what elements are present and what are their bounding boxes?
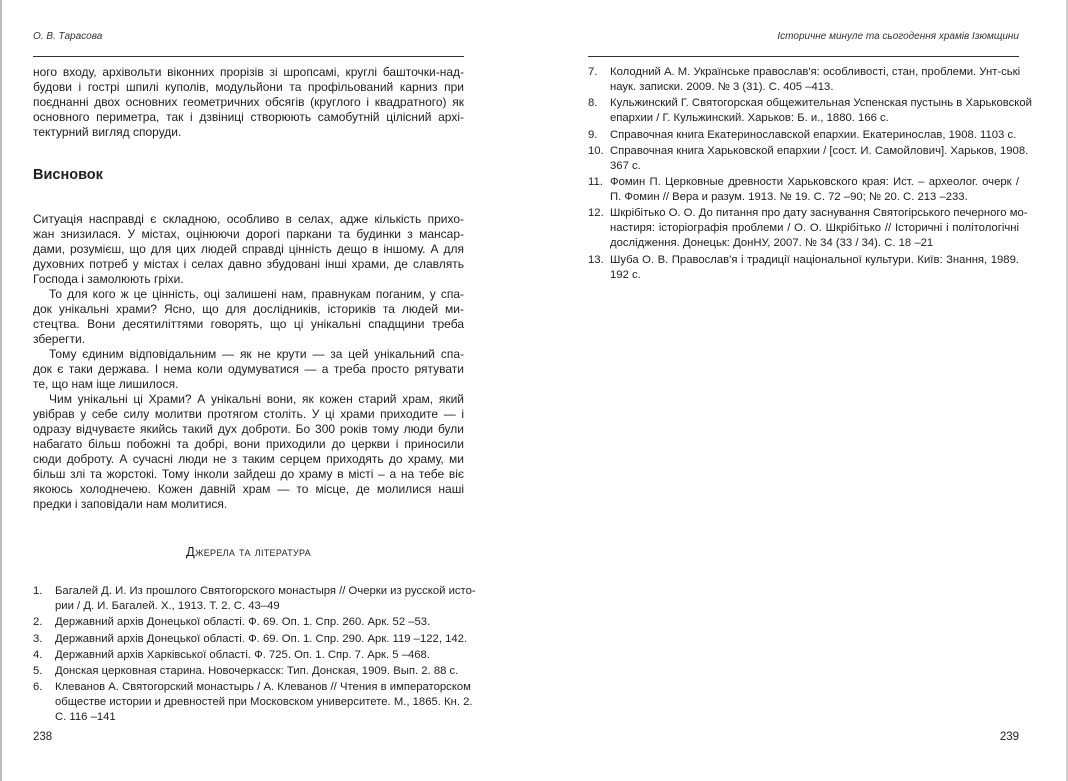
reference-item	[33, 648, 464, 663]
reference-item	[588, 144, 1029, 174]
text-line: Багалей Д. И. Из прошлого Святогорского монастыря // Очерки из русской исто-	[55, 585, 476, 597]
page-number: 238	[33, 731, 53, 743]
reference-number: 5.	[33, 665, 43, 678]
reference-number: 3.	[33, 632, 43, 645]
paragraph	[33, 287, 464, 347]
text-line: поєднанні двох основних геометричних обсягів (круглого і квадратного) як	[33, 95, 464, 109]
text-line: Справочная книга Екатеринославской епархии. Екатеринослав, 1908. 1103 с.	[610, 128, 1017, 141]
text-line: Колодний А. М. Українське православ'я: особливості, стан, проблеми. Унт-ські	[610, 66, 1021, 78]
reference-item	[33, 584, 476, 614]
text-line: Фомин П. Церковные древности Харьковского края: Ист. – археолог. очерк /	[610, 176, 1019, 189]
text-line: предки і заповідали нам молитися.	[33, 497, 228, 511]
intro-paragraph	[33, 65, 464, 140]
text-line: 192 с.	[610, 268, 641, 281]
text-line: більш злі та жорстокі. Тому інколи зайдеш до храму в місті – а на тебе віє	[33, 467, 464, 481]
reference-number: 2.	[33, 616, 43, 629]
reference-number: 13.	[588, 253, 604, 266]
left-page	[33, 0, 476, 781]
text-line: П. Фомин // Вера и разум. 1913. № 19. С. 72 –90; № 20. С. 213 –233.	[610, 191, 968, 204]
reference-number: 11.	[588, 176, 603, 189]
text-line: наук. записки. 2009. № 3 (31). С. 405 –413.	[610, 81, 834, 93]
reference-list	[33, 584, 476, 727]
text-line: тектурний вигляд споруди.	[33, 125, 182, 139]
sources-heading: Джерела та література	[186, 544, 311, 559]
text-line: ного входу, архівольти віконних прорізів зі шропсамі, круглі башточки-над-	[33, 65, 464, 79]
text-line: Справочная книга Харьковской епархии / [сост. И. Самойлович]. Харьков, 1908.	[610, 144, 1029, 157]
running-head-author: О. В. Тарасова	[33, 31, 103, 42]
text-line: Державний архів Донецької області. Ф. 69. Оп. 1. Спр. 290. Арк. 119 –122, 142.	[55, 632, 468, 645]
text-line: стецтва. Вони десятиліттями говорять, що ці унікальні спадщини треба	[33, 317, 464, 331]
conclusion-text	[33, 212, 464, 512]
text-line: дами, розумієш, що для цих людей справді цінність дещо в іншому. А для	[33, 242, 464, 256]
text-line: епархии / Г. Кульжинский. Харьков: Б. и., 1880. 166 с.	[610, 112, 889, 125]
text-line: То для кого ж це цінність, оці залишені нам, правнукам поганим, у спа-	[49, 287, 464, 301]
reference-number: 12.	[588, 207, 604, 220]
reference-item	[33, 680, 473, 725]
reference-item	[588, 253, 1019, 283]
text-line: Тому єдиним відповідальним — як не крути — за цей унікальний спа-	[49, 347, 464, 361]
reference-number: 7.	[588, 66, 598, 78]
text-line: дослідження. Донецьк: ДонНУ, 2007. № 34 (33 / 34). С. 18 –21	[610, 237, 934, 250]
text-line: набагато більш побожні та добрі, вони приходили до церкви і приносили	[33, 437, 464, 451]
reference-item	[588, 206, 1028, 251]
text-line: Ситуація насправді є складною, особливо в селах, адже кількість прихо-	[33, 212, 464, 226]
text-line: Клеванов А. Святогорский монастырь / А. Клеванов // Чтения в императорском	[55, 681, 471, 694]
reference-number: 8.	[588, 97, 598, 110]
text-line: Донская церковная старина. Новочеркасск: Тип. Донская, 1909. Вып. 2. 88 с.	[55, 665, 459, 678]
reference-item	[588, 128, 1019, 143]
reference-number: 6.	[33, 681, 43, 694]
text-line: рии / Д. И. Багалей. Х., 1913. Т. 2. С. 43–49	[55, 600, 280, 612]
text-line: обществе истории и древностей при Московском университете. М., 1865. Кн. 2.	[55, 696, 473, 709]
text-line: Державний архів Харківської області. Ф. 725. Оп. 1. Спр. 7. Арк. 5 –468.	[55, 648, 430, 661]
running-head-title: Історичне минуле та сьогодення храмів Ізюмщини	[777, 31, 1019, 42]
reference-item	[588, 175, 1019, 205]
text-line: будови і гострі шпилі куполів, модульйони та профільований карниз при	[33, 80, 464, 94]
reference-item	[588, 65, 1019, 95]
text-line: духовних потреб у містах і селах давно збудовані інші храми, де славлять	[33, 257, 464, 271]
section-heading: Висновок	[33, 167, 103, 183]
paragraph	[33, 212, 464, 287]
reference-number: 4.	[33, 648, 43, 661]
header-rule	[588, 56, 1019, 57]
reference-item	[33, 632, 468, 647]
reference-item	[33, 615, 464, 630]
text-line: одразу відчуваєте якийсь такий дух доброти. Бо 300 років тому люди були	[33, 422, 464, 436]
text-line: Шкрібітько О. О. До питання про дату заснування Святогірського печерного мо-	[610, 207, 1028, 220]
reference-item	[33, 664, 464, 679]
reference-number: 10.	[588, 144, 604, 157]
text-line: Шуба О. В. Православ'я і традиції національної культури. Київ: Знання, 1989.	[610, 253, 1019, 266]
text-line: Господа і замолюють гріхи.	[33, 272, 184, 286]
text-line: Чим унікальні ці Храми? А унікальні вони, як кожен старий храм, який	[49, 392, 464, 406]
text-line: основного периметра, так і дзвіниці створюють самобутній цілісний архі-	[33, 110, 464, 124]
text-line: С. 116 –141	[55, 711, 116, 724]
page-edge-left	[0, 0, 2, 781]
paragraph	[33, 392, 464, 512]
text-line: сюди доброту. А сучасні люди не з таким серцем приходять до храму, ми	[33, 452, 464, 466]
text-line: те, що нам іще лишилося.	[33, 377, 179, 391]
text-line: настиря: історіографія проблеми / О. О. Шкрібітько // Історичні і політологічні	[610, 222, 1019, 235]
text-line: Кульжинский Г. Святогорская общежительная Успенская пустынь в Харьковской	[610, 97, 1032, 110]
reference-list	[588, 65, 1032, 284]
right-page	[588, 0, 1032, 781]
text-line: док унікальні храми? Ясно, що для дослідників, істориків та людей ми-	[33, 302, 464, 316]
text-line: якоюсь холоднечею. Кожен давній храм — то місце, де молилися наші	[33, 482, 464, 496]
text-line: зберегти.	[33, 332, 86, 346]
page-number: 239	[999, 731, 1019, 743]
text-line: увібрав у себе силу молитви протягом століть. У ці храми приходите — і	[33, 407, 464, 421]
text-line: 367 с.	[610, 159, 641, 172]
header-rule	[33, 56, 464, 57]
text-line: Державний архів Донецької області. Ф. 69. Оп. 1. Спр. 260. Арк. 52 –53.	[55, 616, 431, 629]
reference-number: 1.	[33, 585, 43, 597]
text-line: док є таки держава. І нема коли одумуватися — а треба просто рятувати	[33, 362, 464, 376]
text-line: жан знизилася. У містах, оцінюючи дорогі паркани та будинки з мансар-	[33, 227, 464, 241]
reference-number: 9.	[588, 128, 598, 141]
reference-item	[588, 96, 1032, 126]
paragraph	[33, 347, 464, 392]
